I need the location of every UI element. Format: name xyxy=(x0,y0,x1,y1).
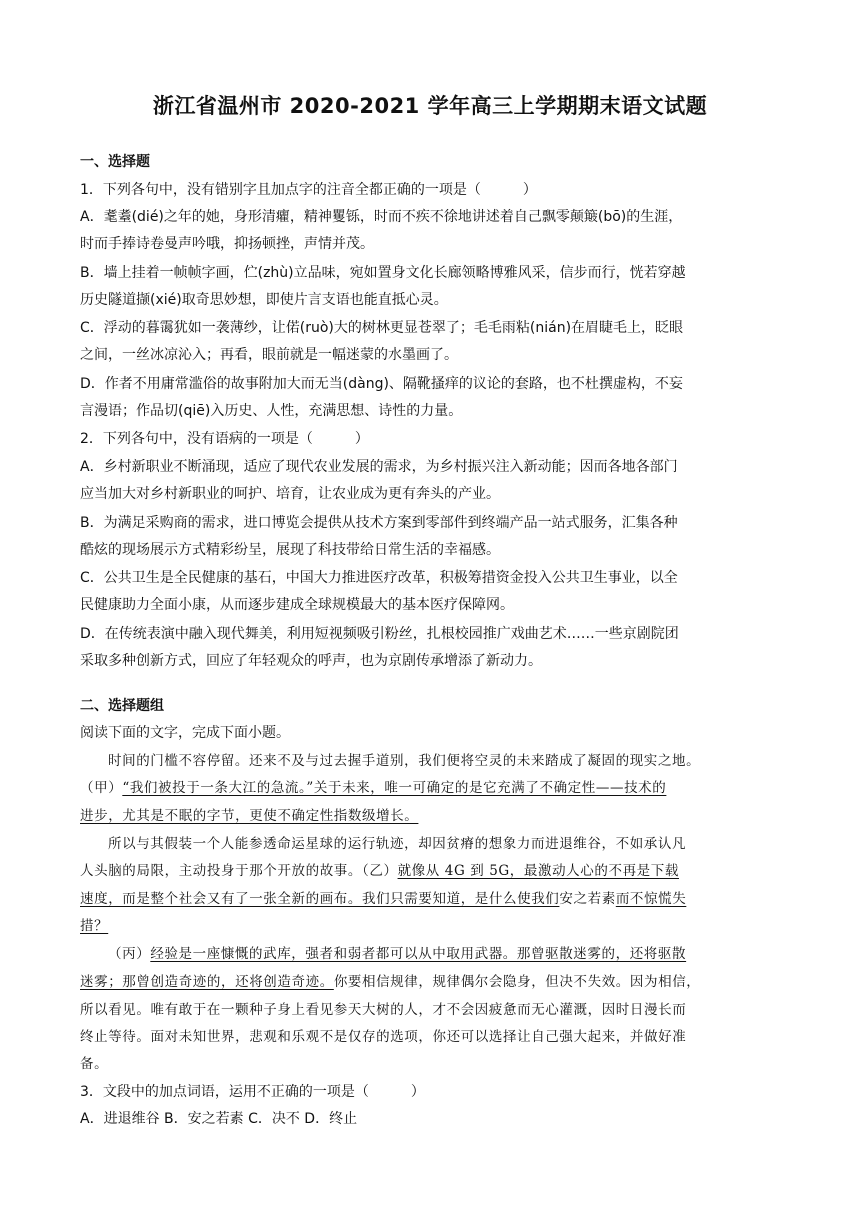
passage-line xyxy=(80,972,780,992)
q1-stem: 1．下列各句中，没有错别字且加点字的注音全都正确的一项是（ ） xyxy=(80,182,537,198)
underlined-text-jia: “我们被投于一条大江的急流。”关于未来，唯一可确定的是它充满了不确定性——技术的 xyxy=(122,780,667,796)
dotted-term-anzhiruosu: 安之若素 xyxy=(559,891,616,907)
underlined-text-jia-cont: 进步，尤其是不眠的字节，更使不确定性指数级增长。 xyxy=(80,808,419,824)
document-title: 浙江省温州市 2020-2021 学年高三上学期期末语文试题 xyxy=(152,94,708,118)
underlined-text-yi: 就像从 4G 到 5G，最激动人心的不再是下载 xyxy=(397,863,679,879)
passage-line xyxy=(80,861,780,881)
section-heading-choice: 一、选择题 xyxy=(80,154,150,170)
q2-option-a-cont: 应当加大对乡村新职业的呵护、培育，让农业成为更有奔头的产业。 xyxy=(80,486,500,502)
q1-option-b: B．墙上挂着一帧帧字画，伫(zhù)立品味，宛如置身文化长廊领略博雅风采，信步而行，恍若穿越 xyxy=(80,265,686,281)
q2-option-c: C．公共卫生是全民健康的基石，中国大力推进医疗改革，积极筹措资金投入公共卫生事业，以全 xyxy=(80,570,678,586)
passage-text: 你要相信规律，规律偶尔会隐身，但决不失效。因为相信， xyxy=(333,974,701,990)
q2-option-c-cont: 民健康助力全面小康，从而逐步建成全球规模最大的基本医疗保障网。 xyxy=(80,597,514,613)
q3-options: A．进退维谷 B．安之若素 C．决不 D．终止 xyxy=(80,1111,358,1127)
q2-option-d: D．在传统表演中融入现代舞美，利用短视频吸引粉丝，扎根校园推广戏曲艺术……一些京剧院团 xyxy=(80,626,679,642)
passage-line: 时间的门槛不容停留。还来不及与过去握手道别，我们便将空灵的未来踏成了凝固的现实之地。 xyxy=(108,753,701,769)
passage-line: 终止等待。面对未知世界，悲观和乐观不是仅存的选项，你还可以选择让自己强大起来，并做好准 xyxy=(80,1029,687,1045)
marker-bing: （丙） xyxy=(108,946,151,962)
q1-option-a-cont: 时而手捧诗卷曼声吟哦，抑扬顿挫，声情并茂。 xyxy=(80,236,374,252)
q2-stem: 2．下列各句中，没有语病的一项是（ ） xyxy=(80,431,369,447)
passage-line: 所以与其假装一个人能参透命运星球的运行轨迹，却因贫瘠的想象力而进退维谷，不如承认凡 xyxy=(108,836,687,852)
section-heading-choice-group: 二、选择题组 xyxy=(80,698,164,714)
reading-instruction: 阅读下面的文字，完成下面小题。 xyxy=(80,725,290,741)
passage-line: 备。 xyxy=(80,1056,109,1072)
marker-jia: （甲） xyxy=(80,780,123,796)
underlined-text-yi-cont2: 而不惊慌失 xyxy=(615,891,687,907)
q1-option-d: D．作者不用庸常滥俗的故事附加大而无当(dàng)、隔靴搔痒的议论的套路，也不杜撰虚构，不妄 xyxy=(80,376,683,392)
q1-option-a: A．耄耋(dié)之年的她，身形清癯，精神矍铄，时而不疾不徐地讲述着自己飘零颠簸(bō)的生涯， xyxy=(80,209,683,225)
q2-option-b: B．为满足采购商的需求，进口博览会提供从技术方案到零部件到终端产品一站式服务，汇集各种 xyxy=(80,515,678,531)
passage-line xyxy=(108,944,780,964)
underlined-text-bing: 经验是一座慷慨的武库，强者和弱者都可以从中取用武器。那曾驱散迷雾的，还将驱散 xyxy=(150,946,687,962)
q2-option-a: A．乡村新职业不断涌现，适应了现代农业发展的需求，为乡村振兴注入新动能；因而各地各部门 xyxy=(80,459,678,475)
passage-line xyxy=(80,778,780,798)
underlined-text-yi-end: 措？ xyxy=(80,918,109,934)
underlined-text-bing-cont: 迷雾；那曾创造奇迹的，还将创造奇迹。 xyxy=(80,974,334,990)
q3-stem: 3．文段中的加点词语，运用不正确的一项是（ ） xyxy=(80,1084,425,1100)
q1-option-c-cont: 之间，一丝冰凉沁入；再看，眼前就是一幅迷蒙的水墨画了。 xyxy=(80,347,458,363)
q1-option-b-cont: 历史隧道撷(xié)取奇思妙想，即使片言支语也能直抵心灵。 xyxy=(80,292,448,308)
passage-line: 所以看见。唯有敢于在一颗种子身上看见参天大树的人，才不会因疲惫而无心灌溉，因时日漫长而 xyxy=(80,1002,687,1018)
underlined-text-yi-cont: 速度，而是整个社会又有了一张全新的画布。我们只需要知道，是什么使我们 xyxy=(80,891,560,907)
passage-line xyxy=(80,889,780,909)
q2-option-b-cont: 酷炫的现场展示方式精彩纷呈，展现了科技带给日常生活的幸福感。 xyxy=(80,542,500,558)
passage-text: 人头脑的局限，主动投身于那个开放的故事。（乙） xyxy=(80,863,398,879)
q1-option-d-cont: 言漫语；作品切(qiē)入历史、人性，充满思想、诗性的力量。 xyxy=(80,403,463,419)
q2-option-d-cont: 采取多种创新方式，回应了年轻观众的呼声，也为京剧传承增添了新动力。 xyxy=(80,653,542,669)
q1-option-c: C．浮动的暮霭犹如一袭薄纱，让偌(ruò)大的树林更显苍翠了；毛毛雨粘(nián)在眉睫毛上，眨眼 xyxy=(80,320,684,336)
